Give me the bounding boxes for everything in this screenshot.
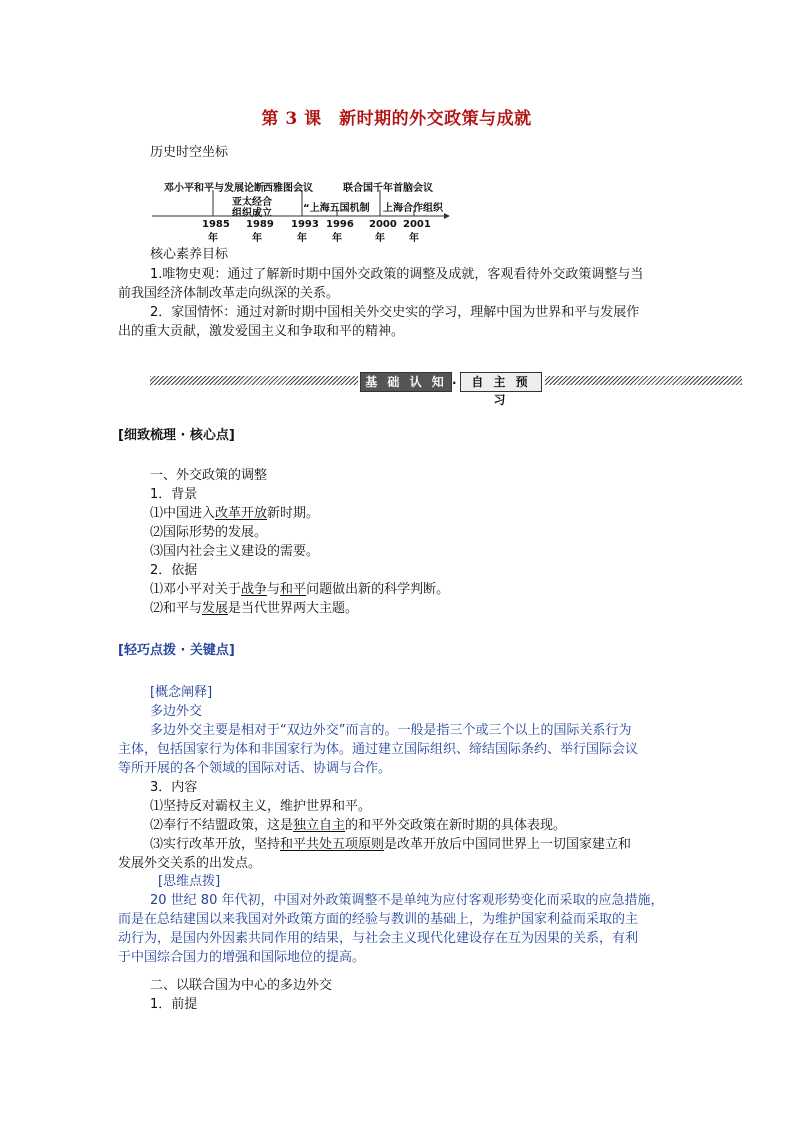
background-item-2: ⑵国际形势的发展。: [150, 525, 268, 540]
concept-term: 多边外交: [150, 704, 203, 719]
banner-dot: ·: [452, 376, 457, 390]
section2-bracket: [轻巧点拨 · 关键点]: [118, 643, 235, 658]
goal-2-line-2: 出的重大贡献，激发爱国主义和争取和平的精神。: [118, 324, 405, 339]
basis-item-2: ⑵和平与发展是当代世界两大主题。: [150, 601, 359, 616]
goal-1-line-2: 前我国经济体制改革走向纵深的关系。: [118, 286, 340, 301]
concept-line-1: 多边外交主要是相对于“双边外交”而言的。一般是指三个或三个以上的国际关系行为: [150, 723, 632, 738]
section1-bracket: [细致梳理 · 核心点]: [118, 428, 235, 443]
timeline: [150, 176, 450, 246]
thinking-line-1: 20 世纪 80 年代初，中国对外政策调整不是单纯为应付客观形势变化而采取的应急措施，: [150, 893, 664, 908]
content-item-3-line-2: 发展外交关系的出发点。: [118, 856, 262, 871]
event-deng: 邓小平和平与发展论断: [164, 183, 264, 194]
year-unit: 年: [332, 233, 342, 244]
year-unit: 年: [297, 233, 307, 244]
year-unit: 年: [375, 233, 385, 244]
section3-heading: 二、以联合国为中心的多边外交: [150, 978, 333, 993]
event-shanghai-five: “上海五国机制: [303, 203, 370, 214]
banner-right-label: 自 主 预 习: [460, 372, 542, 392]
year-unit: 年: [208, 233, 218, 244]
year-1996: 1996: [326, 219, 354, 230]
page-title: 第 3 课 新时期的外交政策与成就: [261, 109, 532, 129]
goal-1-line-1: 1.唯物史观：通过了解新时期中国外交政策的调整及成就，客观看待外交政策调整与当: [150, 267, 644, 282]
event-un-summit: 联合国千年首脑会议: [343, 183, 433, 194]
background-title: 1．背景: [150, 487, 198, 502]
year-unit: 年: [409, 233, 419, 244]
event-apec-1: 亚太经合: [232, 197, 272, 208]
concept-label: [概念阐释]: [150, 685, 213, 700]
year-2000: 2000: [369, 219, 397, 230]
concept-line-3: 等所开展的各个领域的国际对话、协调与合作。: [118, 761, 392, 776]
year-1985: 1985: [202, 219, 230, 230]
basis-title: 2．依据: [150, 563, 198, 578]
year-1989: 1989: [246, 219, 274, 230]
content-item-1: ⑴坚持反对霸权主义，维护世界和平。: [150, 799, 372, 814]
background-item-3: ⑶国内社会主义建设的需要。: [150, 544, 320, 559]
basis-item-1: ⑴邓小平对关于战争与和平问题做出新的科学判断。: [150, 582, 450, 597]
thinking-line-4: 于中国综合国力的增强和国际地位的提高。: [118, 950, 366, 965]
timeline-heading: 历史时空坐标: [150, 145, 229, 160]
thinking-label: [思维点拨]: [158, 874, 221, 889]
thinking-line-3: 动行为，是国内外因素共同作用的结果，与社会主义现代化建设存在互为因果的关系，有利: [118, 931, 639, 946]
background-item-1: ⑴中国进入改革开放新时期。: [150, 506, 320, 521]
goal-2-line-1: 2．家国情怀：通过对新时期中国相关外交史实的学习，理解中国为世界和平与发展作: [150, 305, 640, 320]
banner-hatch-right: [545, 376, 742, 385]
event-apec-2: 组织成立: [232, 208, 272, 219]
event-sco: 上海合作组织: [383, 203, 443, 214]
year-2001: 2001: [403, 219, 431, 230]
content-title: 3．内容: [150, 780, 198, 795]
premise-title: 1．前提: [150, 997, 198, 1012]
goals-heading: 核心素养目标: [150, 247, 229, 262]
thinking-line-2: 而是在总结建国以来我国对外政策方面的经验与教训的基础上，为维护国家利益而采取的主: [118, 912, 639, 927]
banner-hatch-left: [150, 376, 358, 385]
concept-line-2: 主体，包括国家行为体和非国家行为体。通过建立国际组织、缔结国际条约、举行国际会议: [118, 742, 639, 757]
content-item-3: ⑶实行改革开放，坚持和平共处五项原则是改革开放后中国同世界上一切国家建立和: [150, 837, 632, 852]
year-1993: 1993: [291, 219, 319, 230]
banner-left-label: 基 础 认 知: [360, 372, 452, 392]
content-item-2: ⑵奉行不结盟政策，这是独立自主的和平外交政策在新时期的具体表现。: [150, 818, 567, 833]
section1-heading: 一、外交政策的调整: [150, 468, 268, 483]
year-unit: 年: [252, 233, 262, 244]
event-seattle: 西雅图会议: [263, 183, 313, 194]
